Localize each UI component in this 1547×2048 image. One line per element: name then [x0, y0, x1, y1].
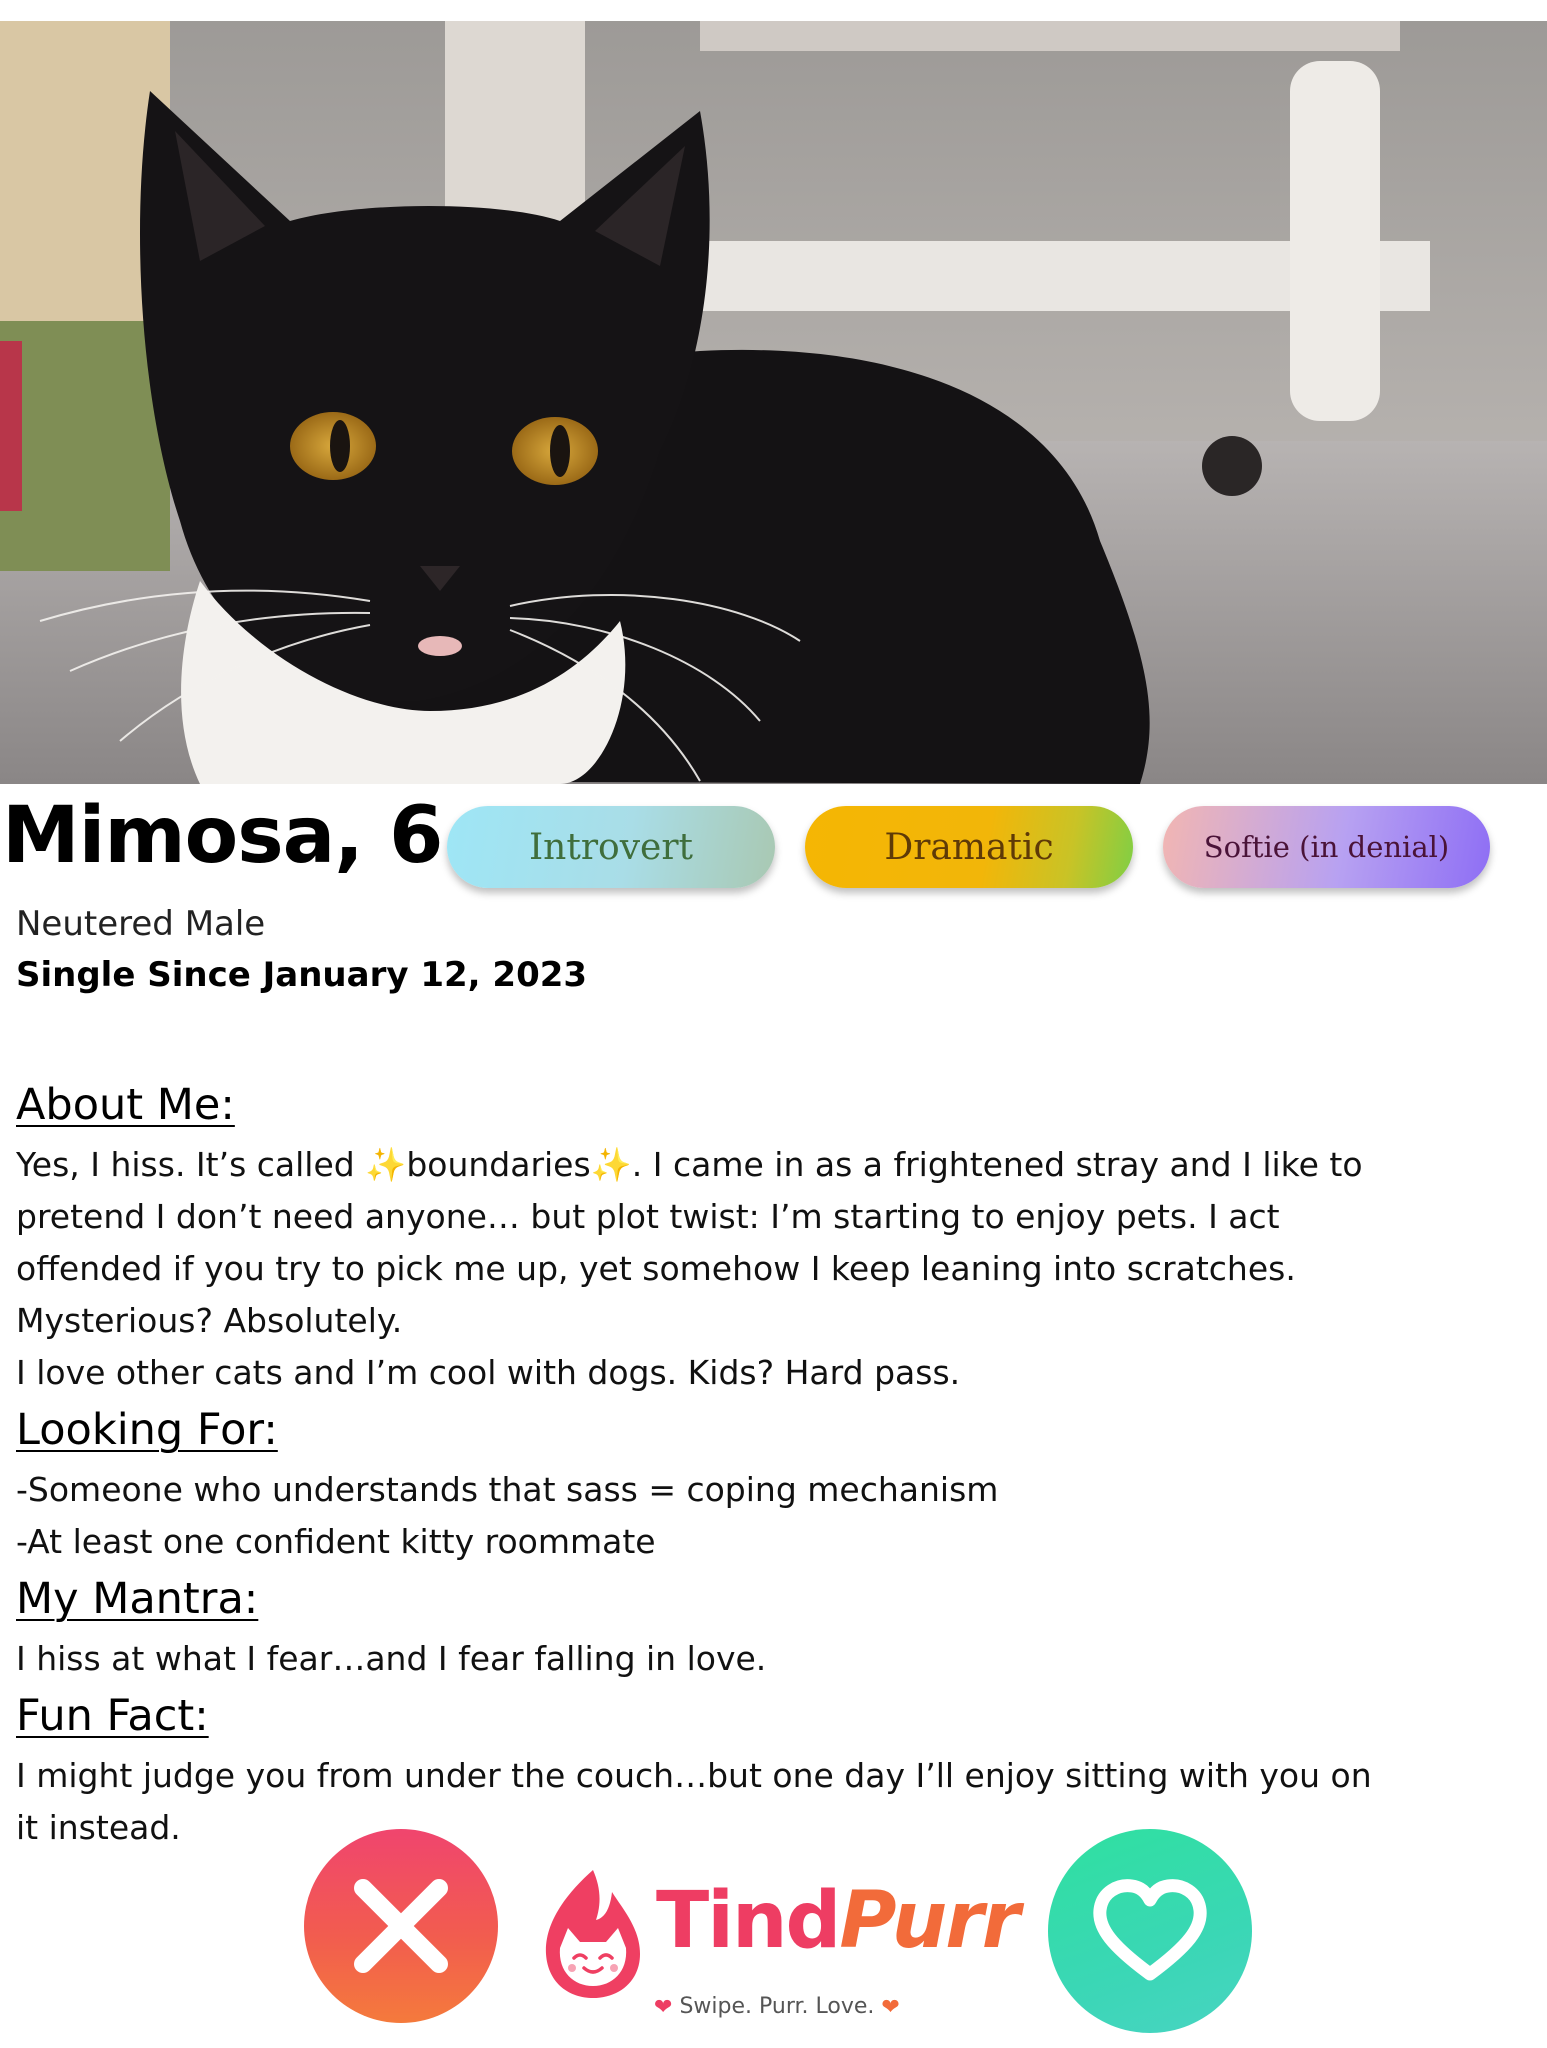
trait-tag-label: Dramatic [884, 826, 1054, 868]
small-heart-icon: ❤ [881, 1994, 900, 2020]
fun-fact-line-1: I might judge you from under the couch…but one day I’ll enjoy sitting with you on [16, 1756, 1372, 1795]
about-line-1 [16, 1139, 1536, 1191]
looking-for-line-2: -At least one confident kitty roommate [16, 1522, 656, 1561]
looking-for-text [16, 1464, 1536, 1568]
profile-photo[interactable] [0, 21, 1547, 784]
trait-tag-label: Softie (in denial) [1203, 830, 1450, 864]
fun-fact-line-2: it instead. [16, 1808, 181, 1847]
cat-photo-illustration [0, 21, 1547, 784]
trait-tag-softie[interactable] [1163, 806, 1490, 888]
about-line-1-word: boundaries [406, 1145, 591, 1184]
sparkle-icon: ✨ [365, 1145, 407, 1184]
cat-flame-logo-icon [538, 1862, 648, 2002]
looking-for-line-1: -Someone who understands that sass = coping mechanism [16, 1470, 999, 1509]
mantra-line-1: I hiss at what I fear…and I fear falling in love. [16, 1639, 767, 1678]
about-line-1-start: Yes, I hiss. It’s called [16, 1145, 366, 1184]
profile-status: Neutered Male [16, 904, 266, 944]
about-line-5: I love other cats and I’m cool with dogs. Kids? Hard pass. [16, 1353, 961, 1392]
brand-name-part1: Tind [656, 1876, 840, 1966]
brand-tagline: Swipe. Purr. Love. [679, 1994, 875, 2019]
looking-for-heading: Looking For: [16, 1405, 278, 1455]
profile-name: Mimosa, 6 [2, 791, 443, 881]
brand-name-part2: Purr [839, 1876, 1019, 1966]
small-heart-icon: ❤ [654, 1994, 673, 2020]
sparkle-icon: ✨ [590, 1145, 632, 1184]
about-line-3: offended if you try to pick me up, yet somehow I keep leaning into scratches. [16, 1249, 1296, 1288]
brand-tagline-row [654, 1994, 900, 2020]
tindpurr-logo [538, 1862, 1018, 2037]
about-me-text [16, 1139, 1536, 1399]
close-x-icon [341, 1866, 461, 1986]
mantra-heading: My Mantra: [16, 1574, 259, 1624]
trait-tag-dramatic[interactable] [805, 806, 1133, 888]
trait-tag-label: Introvert [528, 826, 694, 868]
mantra-text [16, 1633, 1536, 1685]
about-me-heading: About Me: [16, 1080, 235, 1130]
fun-fact-heading: Fun Fact: [16, 1691, 209, 1741]
trait-tag-introvert[interactable] [447, 806, 775, 888]
heart-icon [1090, 1876, 1210, 1986]
pass-button[interactable] [304, 1829, 498, 2023]
about-line-2: pretend I don’t need anyone… but plot twist: I’m starting to enjoy pets. I act [16, 1197, 1280, 1236]
fun-fact-text [16, 1750, 1536, 1854]
about-line-4: Mysterious? Absolutely. [16, 1301, 403, 1340]
profile-single-since: Single Since January 12, 2023 [16, 955, 588, 995]
brand-wordmark [656, 1876, 1018, 1966]
like-button[interactable] [1048, 1829, 1252, 2033]
about-line-1-end: . I came in as a frightened stray and I like to [631, 1145, 1363, 1184]
